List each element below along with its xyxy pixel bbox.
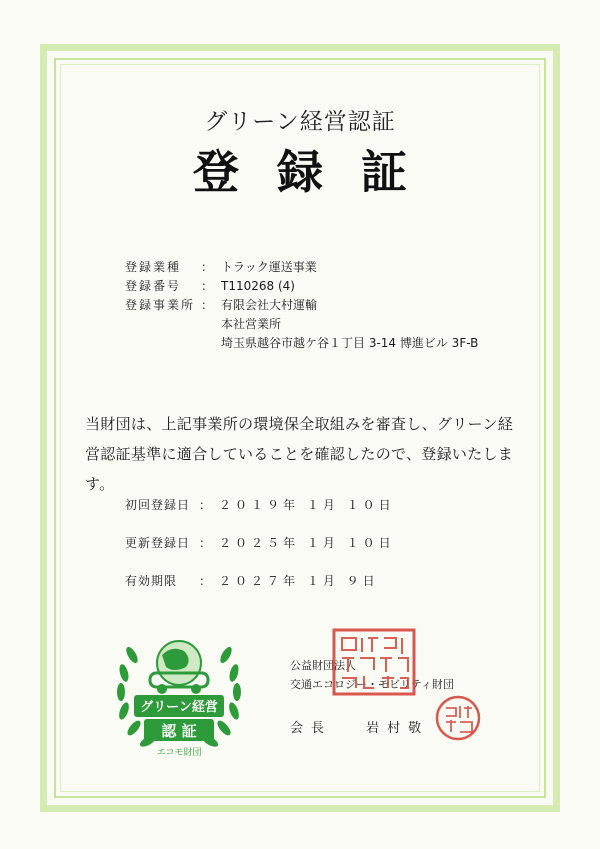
registration-value: 有限会社大村運輸 [221, 298, 318, 312]
representative-seal [434, 694, 482, 742]
green-management-logo [104, 615, 254, 765]
date-row [125, 534, 395, 572]
signature-line [290, 717, 451, 736]
registration-value: トラック運送事業 [221, 260, 317, 274]
separator: ： [199, 498, 212, 512]
registration-label: 登録事業所 [125, 298, 196, 312]
date-value: ２０１９年 １月 １０日 [219, 498, 395, 512]
office-address: 埼玉県越谷市越ケ谷１丁目 3-14 博進ビル 3F-B [221, 336, 479, 350]
date-row [125, 572, 395, 610]
separator: ： [199, 536, 212, 550]
registration-info [125, 258, 478, 353]
date-label: 有効期限 [125, 574, 178, 588]
certification-statement: 当財団は、上記事業所の環境保全取組みを審査し、グリーン経営認証基準に適合していることを確認したので、登録いたします。 [85, 415, 514, 493]
registration-value: T110268 (4) [221, 279, 295, 293]
issuer-name: 交通エコロジー・モビリティ財団 [290, 678, 454, 691]
svg-text:認 証: 認 証 [161, 722, 197, 740]
date-value: ２０２７年 １月 ９日 [219, 574, 379, 588]
registration-row [125, 277, 478, 296]
separator: ： [201, 260, 214, 274]
svg-text:エコモ財団: エコモ財団 [156, 748, 202, 758]
registration-label: 登録番号 [125, 279, 182, 293]
date-row [125, 496, 395, 534]
svg-text:グリーン経営: グリーン経営 [140, 700, 218, 715]
registration-label: 登録業種 [125, 260, 182, 274]
separator: ： [199, 574, 212, 588]
date-label: 初回登録日 [125, 498, 191, 512]
issuer-representative: 岩村敬 [366, 721, 430, 736]
office-name: 本社営業所 [221, 317, 282, 331]
certificate-subtitle: グリーン経営認証 [204, 109, 396, 135]
date-label: 更新登録日 [125, 536, 191, 550]
issuer-type: 公益財団法人 [290, 659, 356, 672]
office-row [125, 334, 478, 353]
registration-dates [125, 496, 395, 610]
certificate-title: 登録証 [193, 145, 445, 199]
organization-seal [332, 628, 416, 696]
registration-row [125, 296, 478, 315]
office-row [125, 315, 478, 334]
issuer-role: 会長 [290, 721, 333, 736]
separator: ： [201, 279, 214, 293]
registration-row [125, 258, 478, 277]
date-value: ２０２５年 １月 １０日 [219, 536, 395, 550]
separator: ： [201, 298, 214, 312]
